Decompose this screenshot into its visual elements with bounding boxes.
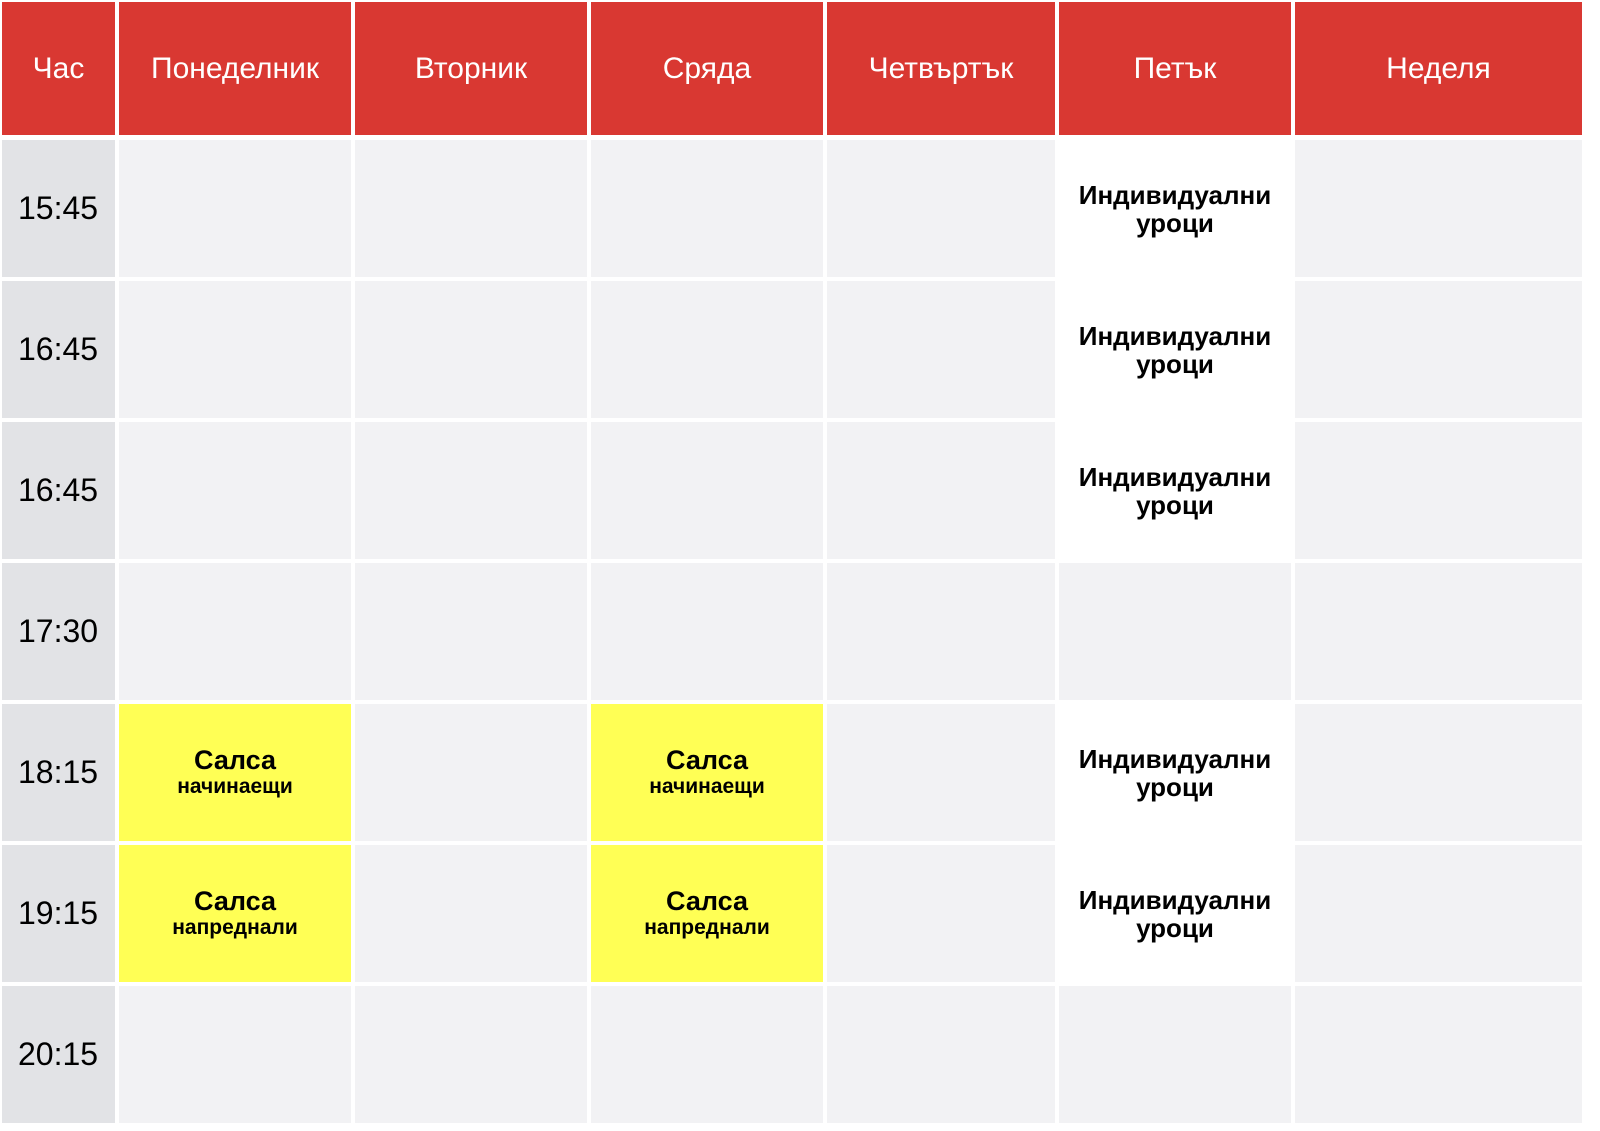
time-cell [0,843,117,984]
event-level: напреднали [644,916,770,939]
schedule-cell [825,984,1057,1125]
schedule-cell [1293,984,1584,1125]
schedule-cell [117,138,353,279]
header-day-label: Петък [1133,51,1217,85]
header-day-monday [117,0,353,138]
event-title: Индивидуални уроци [1078,884,1272,943]
schedule-cell [825,279,1057,420]
header-time-label: Час [32,51,85,85]
schedule-cell [353,279,589,420]
time-cell [0,702,117,843]
schedule-cell [825,420,1057,561]
header-day-label: Вторник [414,51,528,85]
schedule-cell [1057,561,1293,702]
time-cell [0,561,117,702]
event-individual-lessons [1057,843,1293,984]
event-salsa-advanced [589,843,825,984]
time-label: 18:15 [18,754,99,790]
schedule-cell [825,843,1057,984]
event-salsa-beginners [117,702,353,843]
schedule-cell [117,279,353,420]
schedule-cell [353,984,589,1125]
time-cell [0,279,117,420]
schedule-cell [825,561,1057,702]
time-cell [0,420,117,561]
event-individual-lessons [1057,138,1293,279]
schedule-cell [589,420,825,561]
schedule-cell [1293,420,1584,561]
schedule-cell [353,420,589,561]
event-title: Салса [665,745,748,775]
schedule-cell [825,138,1057,279]
event-title: Индивидуални уроци [1078,320,1272,379]
event-title: Индивидуални уроци [1078,179,1272,238]
event-title: Салса [665,886,748,916]
time-cell [0,984,117,1125]
schedule-cell [589,984,825,1125]
schedule-cell [353,702,589,843]
schedule-cell [1293,138,1584,279]
header-day-label: Неделя [1386,51,1491,85]
event-level: напреднали [172,916,298,939]
header-day-label: Понеделник [151,51,319,85]
schedule-cell [353,138,589,279]
header-day-wednesday [589,0,825,138]
schedule-cell [589,138,825,279]
schedule-cell [117,420,353,561]
header-day-tuesday [353,0,589,138]
schedule-cell [1293,279,1584,420]
event-individual-lessons [1057,420,1293,561]
event-individual-lessons [1057,702,1293,843]
event-title: Индивидуални уроци [1078,743,1272,802]
schedule-cell [1293,702,1584,843]
header-time [0,0,117,138]
schedule-cell [589,561,825,702]
schedule-cell [353,843,589,984]
time-label: 19:15 [18,895,99,931]
schedule-cell [1057,984,1293,1125]
time-label: 15:45 [18,190,99,226]
time-label: 17:30 [18,613,99,649]
schedule-cell [825,702,1057,843]
schedule-cell [117,561,353,702]
event-title: Индивидуални уроци [1078,461,1272,520]
schedule-cell [117,984,353,1125]
event-level: начинаещи [649,775,765,798]
header-day-friday [1057,0,1293,138]
schedule-cell [1293,843,1584,984]
event-title: Салса [193,886,276,916]
event-individual-lessons [1057,279,1293,420]
event-title: Салса [193,745,276,775]
time-label: 16:45 [18,331,99,367]
header-day-label: Четвъртък [868,51,1014,85]
schedule-cell [589,279,825,420]
header-day-label: Сряда [662,51,752,85]
header-day-thursday [825,0,1057,138]
schedule-cell [1293,561,1584,702]
schedule-cell [353,561,589,702]
header-day-sunday [1293,0,1584,138]
event-salsa-beginners [589,702,825,843]
time-label: 16:45 [18,472,99,508]
time-cell [0,138,117,279]
event-level: начинаещи [177,775,293,798]
event-salsa-advanced [117,843,353,984]
time-label: 20:15 [18,1036,99,1072]
